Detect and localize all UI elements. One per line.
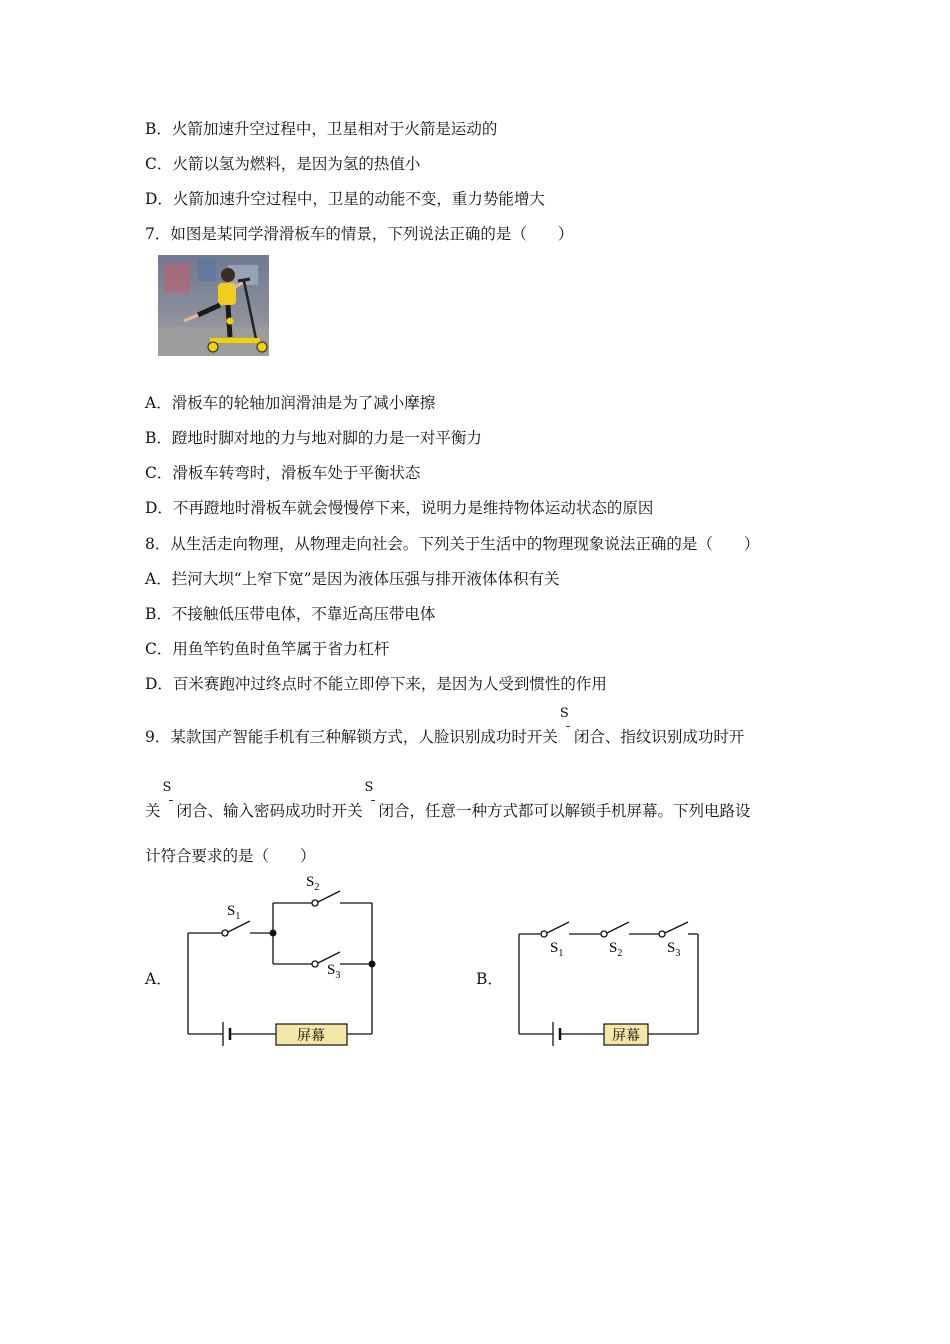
switch-s3-symbol: S — [363, 796, 379, 816]
q9-stem-line2: 关 S 闭合、输入密码成功时开关 S 闭合，任意一种方式都可以解锁手机屏幕。下列电路设 — [145, 780, 751, 820]
q7-stem: 7．如图是某同学滑滑板车的情景，下列说法正确的是（ ） — [145, 225, 574, 243]
q6-option-d: D．火箭加速升空过程中，卫星的动能不变，重力势能增大 — [145, 190, 545, 208]
s2-label: $S_2$ — [306, 874, 320, 893]
q7-option-b: B．蹬地时脚对地的力与地对脚的力是一对平衡力 — [145, 429, 482, 447]
q8-option-c: C．用鱼竿钓鱼时鱼竿属于省力杠杆 — [145, 640, 390, 658]
switch-s1-symbol: S — [558, 722, 574, 742]
q6-option-b: B．火箭加速升空过程中，卫星相对于火箭是运动的 — [145, 120, 498, 138]
q8-stem: 8．从生活走向物理，从物理走向社会。下列关于生活中的物理现象说法正确的是（ ） — [145, 535, 760, 553]
q9-option-a-label: A． — [145, 970, 172, 988]
circuit-b-diagram — [512, 910, 712, 1055]
q9-option-b-label: B． — [476, 970, 503, 988]
q9-stem-line1: 9．某款国产智能手机有三种解锁方式，人脸识别成功时开关 S 闭合、指纹识别成功时开 — [145, 706, 745, 746]
q6-option-c: C．火箭以氢为燃料，是因为氢的热值小 — [145, 155, 421, 173]
screen-label: 屏幕 — [297, 1028, 325, 1044]
switch-s2-symbol: S — [161, 796, 177, 816]
junction-dot — [270, 930, 277, 937]
q7-option-a: A．滑板车的轮轴加润滑油是为了减小摩擦 — [145, 394, 436, 412]
s1-label: $S_1$ — [550, 940, 564, 959]
q8-option-a: A．拦河大坝“上窄下宽”是因为液体压强与排开液体体积有关 — [145, 570, 560, 588]
junction-dot — [369, 961, 376, 968]
q7-option-c: C．滑板车转弯时，滑板车处于平衡状态 — [145, 464, 421, 482]
s3-label: $S_3$ — [327, 962, 341, 981]
s1-label: $S_1$ — [227, 903, 241, 922]
s3-label: $S_3$ — [667, 940, 681, 959]
s2-label: $S_2$ — [609, 940, 623, 959]
circuit-a-diagram — [180, 870, 390, 1055]
q7-option-d: D．不再蹬地时滑板车就会慢慢停下来，说明力是维持物体运动状态的原因 — [145, 499, 654, 517]
scooter-photo — [158, 255, 269, 356]
q9-stem-line3: 计符合要求的是（ ） — [145, 847, 316, 865]
screen-label: 屏幕 — [612, 1028, 640, 1044]
q8-option-d: D．百米赛跑冲过终点时不能立即停下来，是因为人受到惯性的作用 — [145, 675, 607, 693]
q8-option-b: B．不接触低压带电体，不靠近高压带电体 — [145, 605, 436, 623]
